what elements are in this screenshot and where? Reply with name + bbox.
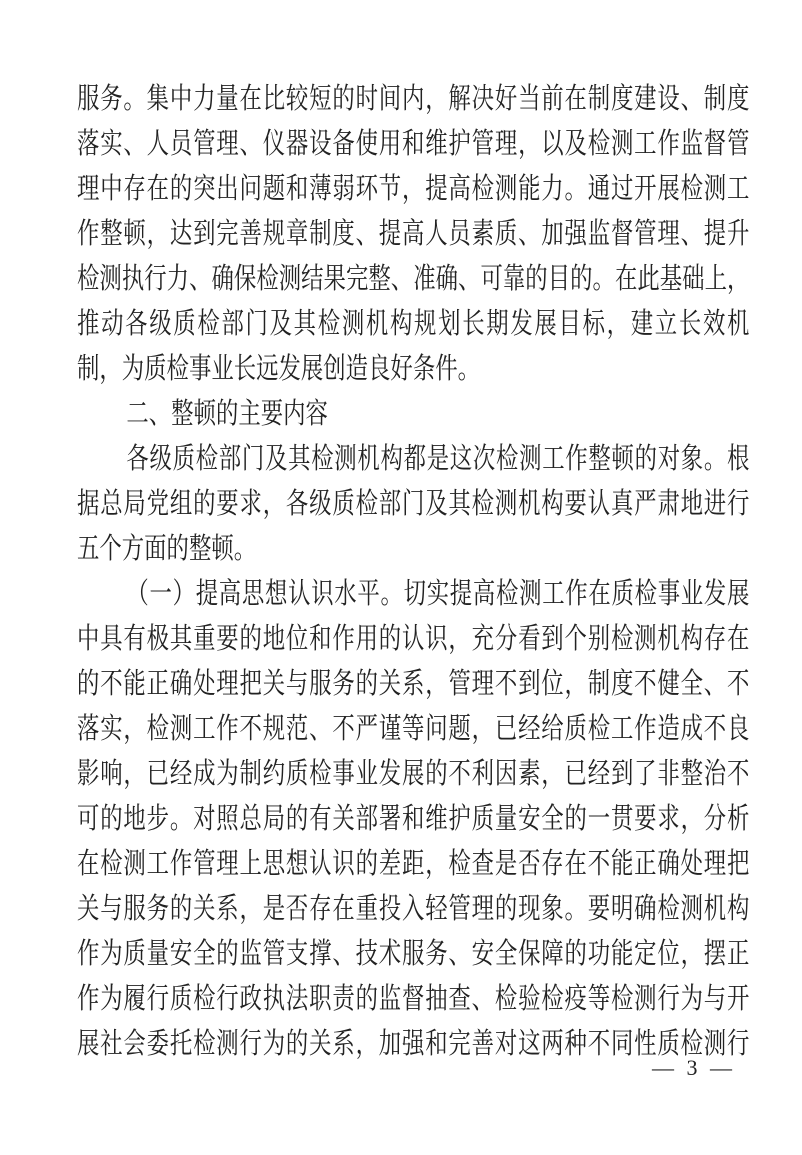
text-line: 作为质量安全的监管支撑、技术服务、安全保障的功能定位，摆正 [77,938,750,970]
page-number: — 3 — [652,1055,732,1080]
paragraph-first-line: 各级质检部门及其检测机构都是这次检测工作整顿的对象。根 [126,443,750,475]
text-line: 的不能正确处理把关与服务的关系，管理不到位，制度不健全、不 [77,668,750,700]
section-heading: 二、整顿的主要内容 [126,398,328,430]
text-line: 中具有极其重要的地位和作用的认识，充分看到个别检测机构存在 [77,623,750,655]
paragraph-first-line: （一）提高思想认识水平。切实提高检测工作在质检事业发展 [126,578,750,610]
text-line: 理中存在的突出问题和薄弱环节，提高检测能力。通过开展检测工 [77,173,750,205]
text-line: 落实、人员管理、仪器设备使用和维护管理，以及检测工作监督管 [77,128,750,160]
page-body [77,77,749,1067]
text-line: 制，为质检事业长远发展创造良好条件。 [77,353,480,385]
text-line: 可的地步。对照总局的有关部署和维护质量安全的一贯要求，分析 [77,803,750,835]
text-line: 关与服务的关系，是否存在重投入轻管理的现象。要明确检测机构 [77,893,750,925]
text-line: 作整顿，达到完善规章制度、提高人员素质、加强监督管理、提升 [77,218,750,250]
text-line: 落实，检测工作不规范、不严谨等问题，已经给质检工作造成不良 [77,713,750,745]
text-line: 五个方面的整顿。 [77,533,257,565]
text-line: 推动各级质检部门及其检测机构规划长期发展目标，建立长效机 [77,308,750,340]
text-line: 在检测工作管理上思想认识的差距，检查是否存在不能正确处理把 [77,848,750,880]
text-line: 影响，已经成为制约质检事业发展的不利因素，已经到了非整治不 [77,758,750,790]
text-line: 检测执行力、确保检测结果完整、准确、可靠的目的。在此基础上， [77,263,750,295]
text-line: 作为履行质检行政执法职责的监督抽查、检验检疫等检测行为与开 [77,983,750,1015]
text-line: 展社会委托检测行为的关系，加强和完善对这两种不同性质检测行 [77,1028,750,1060]
text-line: 据总局党组的要求，各级质检部门及其检测机构要认真严肃地进行 [77,488,750,520]
text-line: 服务。集中力量在比较短的时间内，解决好当前在制度建设、制度 [77,83,750,115]
